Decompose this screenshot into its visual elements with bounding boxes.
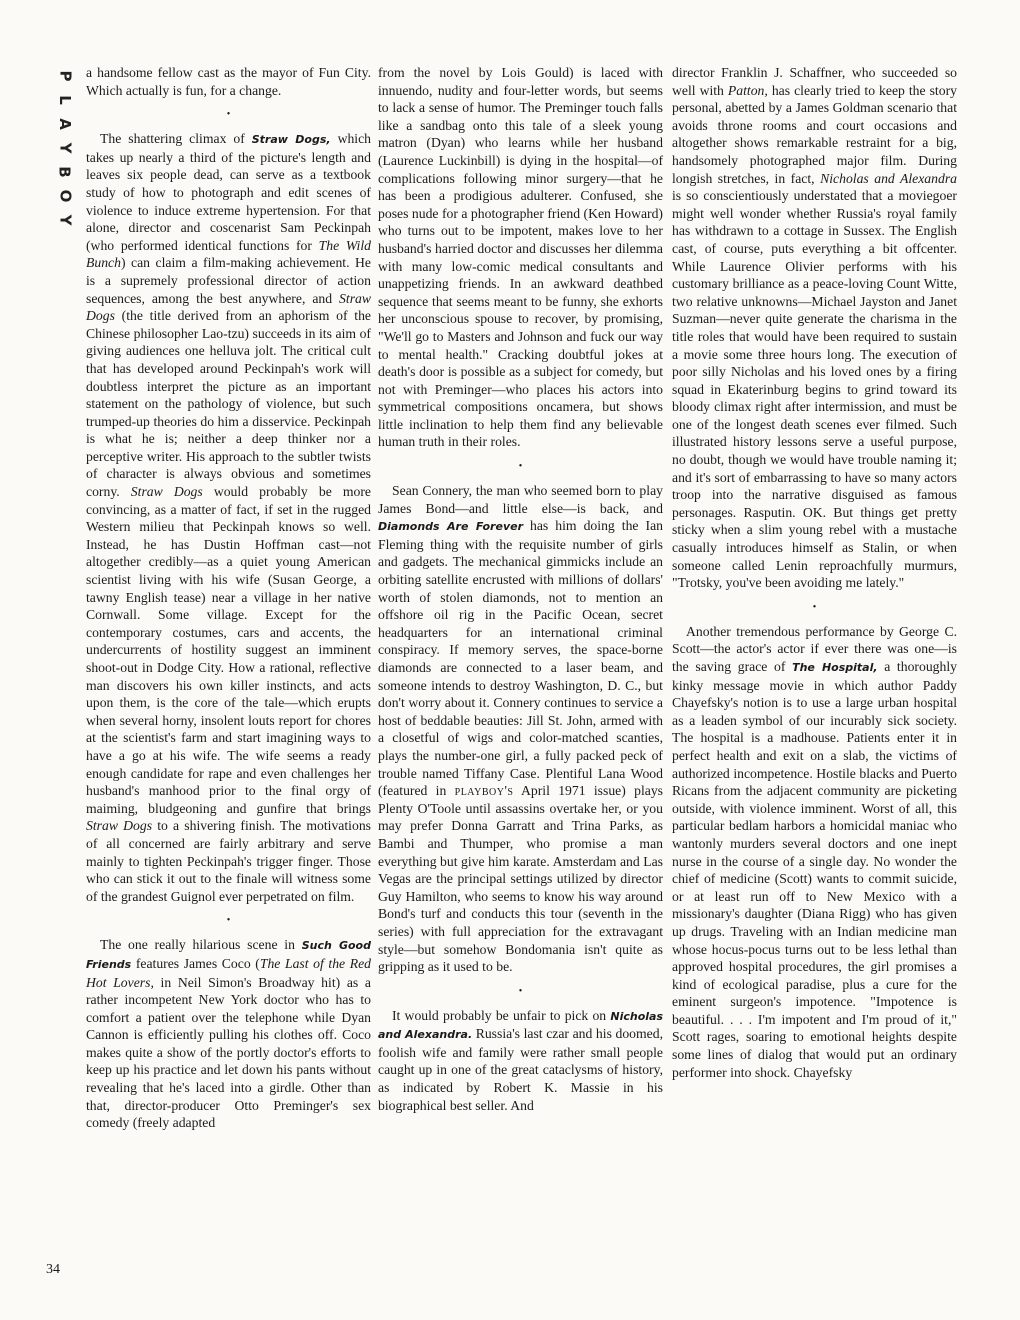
text: features James Coco (	[131, 955, 260, 971]
film-title: Nicholas and Alexandra.	[378, 1009, 663, 1042]
text: The shattering climax of	[100, 131, 252, 147]
paragraph-straw-dogs	[86, 130, 371, 905]
text: in Neil Simon's Broadway hit) as a rather incompetent New York doctor who has to comfort a patient over the telephone while Dyan Cannon is efficiently pulling his clothes off. Coco makes quite a show of the portly doctor's efforts to keep up his practice and let down his pants without revealing that he's laced into a girdle. Other than that, director-producer Otto Preminger's sex comedy (freely adapted	[86, 974, 371, 1131]
italic-title: The Wild Bunch	[86, 237, 371, 271]
text: The one really hilarious scene in	[100, 937, 302, 953]
film-title: Straw Dogs,	[251, 133, 331, 147]
text: It would probably be unfair to pick on	[392, 1007, 611, 1023]
masthead-letter: A	[55, 118, 74, 130]
masthead-letter: O	[55, 189, 74, 203]
column-3	[672, 64, 957, 1081]
italic-title: Patton,	[727, 82, 768, 98]
paragraph: a handsome fellow cast as the mayor of Fun City. Which actually is fun, for a change.	[86, 65, 371, 98]
column-2	[378, 64, 663, 1114]
text: April 1971 issue) plays Plenty O'Toole until assassins overtake her, or you may prefer Donna Garratt and Trina Parks, as Bambi and Thumper, who promise a man everything but give him karate. Amsterdam and Las Vegas are the principal settings utilized by director Guy Hamilton, who seems to know his way around Bond's turf and conducts this tour (seventh in the series) with full appreciation for the extravagant style—but somehow Bondomania isn't quite as gripping as it used to be.	[378, 783, 663, 975]
film-title: Diamonds Are Forever	[378, 520, 523, 534]
paragraph-diamonds-are-forever	[378, 482, 663, 976]
text: Russia's last czar and his doomed, foolish wife and family were rather small people caught up in one of the great cataclysms of history, as indicated by Robert K. Massie in his biographical best seller. And	[378, 1026, 664, 1113]
text: director Franklin J. Schaffner, who succeeded so well with	[672, 65, 957, 98]
text: is so conscientiously understated that a moviegoer might well wonder whether Russia's royal family has withdrawn to a cottage in Sussex. The English cast, of course, puts everything a bit offcenter. While Laurence Olivier performs with his customary brilliance as a peace-loving Count Witte, two relative unknowns—Michael Jayston and Janet Suzman—never quite generate the charisma in the title roles that would have been required to sustain a movie some three hours long. The execution of poor silly Nicholas and his loved ones by a firing squad in Ekaterinburg begins to grind toward its bloody climax right after intermission, and must be one of the longest death scenes ever filmed. Such illustrated history lessons serve a useful purpose, no doubt, though we would have trouble naming it; and it's sort of embarrassing to have so many actors troop into the narrative disguised as famous personages. Rasputin. OK. But things get pretty sticky when a slim young rebel with a mustache casually introduces himself as Stalin, or when someone called Lenin reproachfully murmurs, "Trotsky, you've been avoiding me lately."	[672, 188, 957, 591]
text: ) can claim a film-making achievement. He is a supremely professional director of action sequences, among the best anywhere, and	[86, 255, 371, 306]
masthead-letter: L	[56, 95, 74, 105]
section-separator: •	[812, 601, 817, 613]
section-separator: •	[518, 985, 523, 997]
section-separator: •	[226, 915, 231, 927]
masthead-letter: P	[56, 70, 74, 82]
text: would probably be more convincing, as a matter of fact, if set in the rugged Western milieu that Peckinpah knows so well. Instead, he has Dustin Hoffman cast—not altogether credibly—as a quiet young American scientist living with his wife (Susan George, a tawny English tease) near a village in her native Cornwall. Some village. Except for the contemporary costumes, cars and accents, the undercurrents of hostility suggest an imminent shoot-out in Dodge City. How a rational, reflective man discovers his own killer instincts, and acts upon them, is the core of the tale—which erupts when several horny, insolent louts report for chores at the scientist's farm and start imagining ways to have a go at his wife. The wife seems a ready enough candidate for rape and even challenges her husband's manhood prior to the final orgy of maiming, bludgeoning and gunfire that brings	[86, 484, 371, 816]
text: Sean Connery, the man who seemed born to play James Bond—and little else—is back, and	[378, 483, 663, 516]
magazine-name: playboy's	[454, 783, 514, 799]
masthead-letter: B	[56, 166, 74, 178]
text: which takes up nearly a third of the picture's length and leaves six people dead, can serve as a textbook study of how to photograph and edit scenes of violence to induce extreme hypertension. For that alone, director and coscenarist Sam Peckinpah (who performed identical functions for	[86, 131, 372, 253]
film-title: The Hospital,	[792, 661, 878, 674]
column-1	[86, 64, 371, 1132]
paragraph-nicholas-and-alexandra	[378, 1007, 663, 1115]
playboy-masthead	[50, 64, 80, 232]
italic-title: Nicholas and Alexandra	[820, 170, 958, 186]
section-separator: •	[518, 461, 523, 473]
italic-title: The Last of the Red Hot Lovers,	[86, 955, 372, 990]
text: has him doing the Ian Fleming thing with the requisite number of girls and gadgets. The mechanical gimmicks include an orbiting satellite encrusted with millions of dollars' worth of stolen diamonds, not to mention an offshore oil rig in the Pacific Ocean, secret headquarters for an international criminal conspiracy. If memory serves, the space-borne diamonds are connected to a laser beam, and someone intends to destroy Washington, D. C., but don't worry about it. Connery continues to service a host of beddable beauties: Jill St. John, armed with a closetful of wigs and color-matched scanties, plays the number-one girl, a fully packed peck of trouble named Tiffany Case. Plentiful Lana Wood (featured in	[378, 518, 663, 799]
section-separator: •	[226, 109, 231, 121]
text: to a shivering finish. The motivations of all concerned are fairly arbitrary and serve mainly to tighten Peckinpah's trigger finger. Those who can stick it out to the finale will witness some of the grandest Guignol ever perpetrated on film.	[86, 818, 371, 904]
italic-title: Straw Dogs	[86, 290, 371, 324]
paragraph-such-good-friends	[86, 936, 371, 1132]
paragraph-the-hospital	[672, 623, 957, 1081]
text: has clearly tried to keep the story personal, abetted by a James Goldman scenario that avoids throne rooms and court occasions and altogether shows remarkable restraint for a big, handsomely photographed major film. During longish stretches, in fact,	[672, 82, 957, 186]
text: a thoroughly kinky message movie in which author Paddy Chayefsky's notion is to use a large urban hospital as a leaden symbol of our incurably sick society. The hospital is a madhouse. Patients enter it in perfect health and exit on a slab, the victims of authorized incompetence. Hostile blacks and Puerto Ricans from the adjacent community are picketing outside, with violence imminent. Worst of all, this particular bedlam harbors a homicidal maniac who wantonly murders several doctors and one inept nurse in the course of a single day. No wonder the chief of medicine (Scott) wants to commit suicide, or at least run off to New Mexico with a missionary's daughter (Diana Rigg) who has given up drugs. Traveling with an Indian medicine man whose hocus-pocus turns out to be less lethal than approved hospital procedures, the girl promises a kind of ecological paradise, plus a cure for the eminent surgeon's impotence. "Impotence is beautiful. . . . I'm impotent and I'm proud of it," Scott rages, soaring to emotional heights despite some lines of dialog that would put an ordinary performer into shock. Chayefsky	[672, 659, 957, 1080]
masthead-letter: Y	[56, 142, 74, 154]
italic-title: Straw Dogs	[130, 484, 203, 500]
text: Another tremendous performance by George C. Scott—the actor's actor if ever there was one—is the saving grace of	[672, 623, 957, 674]
film-title: Such Good Friends	[86, 939, 371, 971]
italic-title: Straw Dogs	[86, 818, 153, 834]
text: (the title derived from an aphorism of the Chinese philosopher Lao-tzu) succeeds in its aim of giving audiences one helluva jolt. The critical cult that has developed around Peckinpah's work will doubtless interpret the picture as an important statement on the pathology of violence, but such trumped-up theories do him a disservice. Peckinpah is what he is; neither a deep thinker nor a perceptive writer. His approach to the subtler twists of character is always obvious and sometimes corny.	[86, 308, 371, 500]
paragraph	[672, 64, 957, 592]
page-number: 34	[46, 1262, 60, 1277]
masthead-letter: Y	[56, 214, 74, 226]
paragraph: from the novel by Lois Gould) is laced with innuendo, nudity and four-letter words, but seems to lack a sense of humor. The Preminger touch falls like a sandbag onto this tale of a sleek young matron (Dyan) who learns while her husband (Laurence Luckinbill) is dying in the hospital—of complications following minor surgery—that he has been a prodigious adulterer. Confused, she poses nude for a photographer friend (Ken Howard) who turns out to be impotent, makes love to her husband's harried doctor and discusses her dilemma with many low-comic medical consultants and unappetizing friends. In an awkward deathbed sequence that seems meant to be funny, she exhorts her unconscious spouse to recover, by promising, "We'll go to Masters and Johnson and fuck our way to mental health." Cracking doubtful jokes at death's door is possible as a subject for comedy, but not with Preminger—who places his actors into symmetrical compositions oncamera, but shows little inclination to help them find any believable human truth in their roles.	[378, 65, 663, 450]
